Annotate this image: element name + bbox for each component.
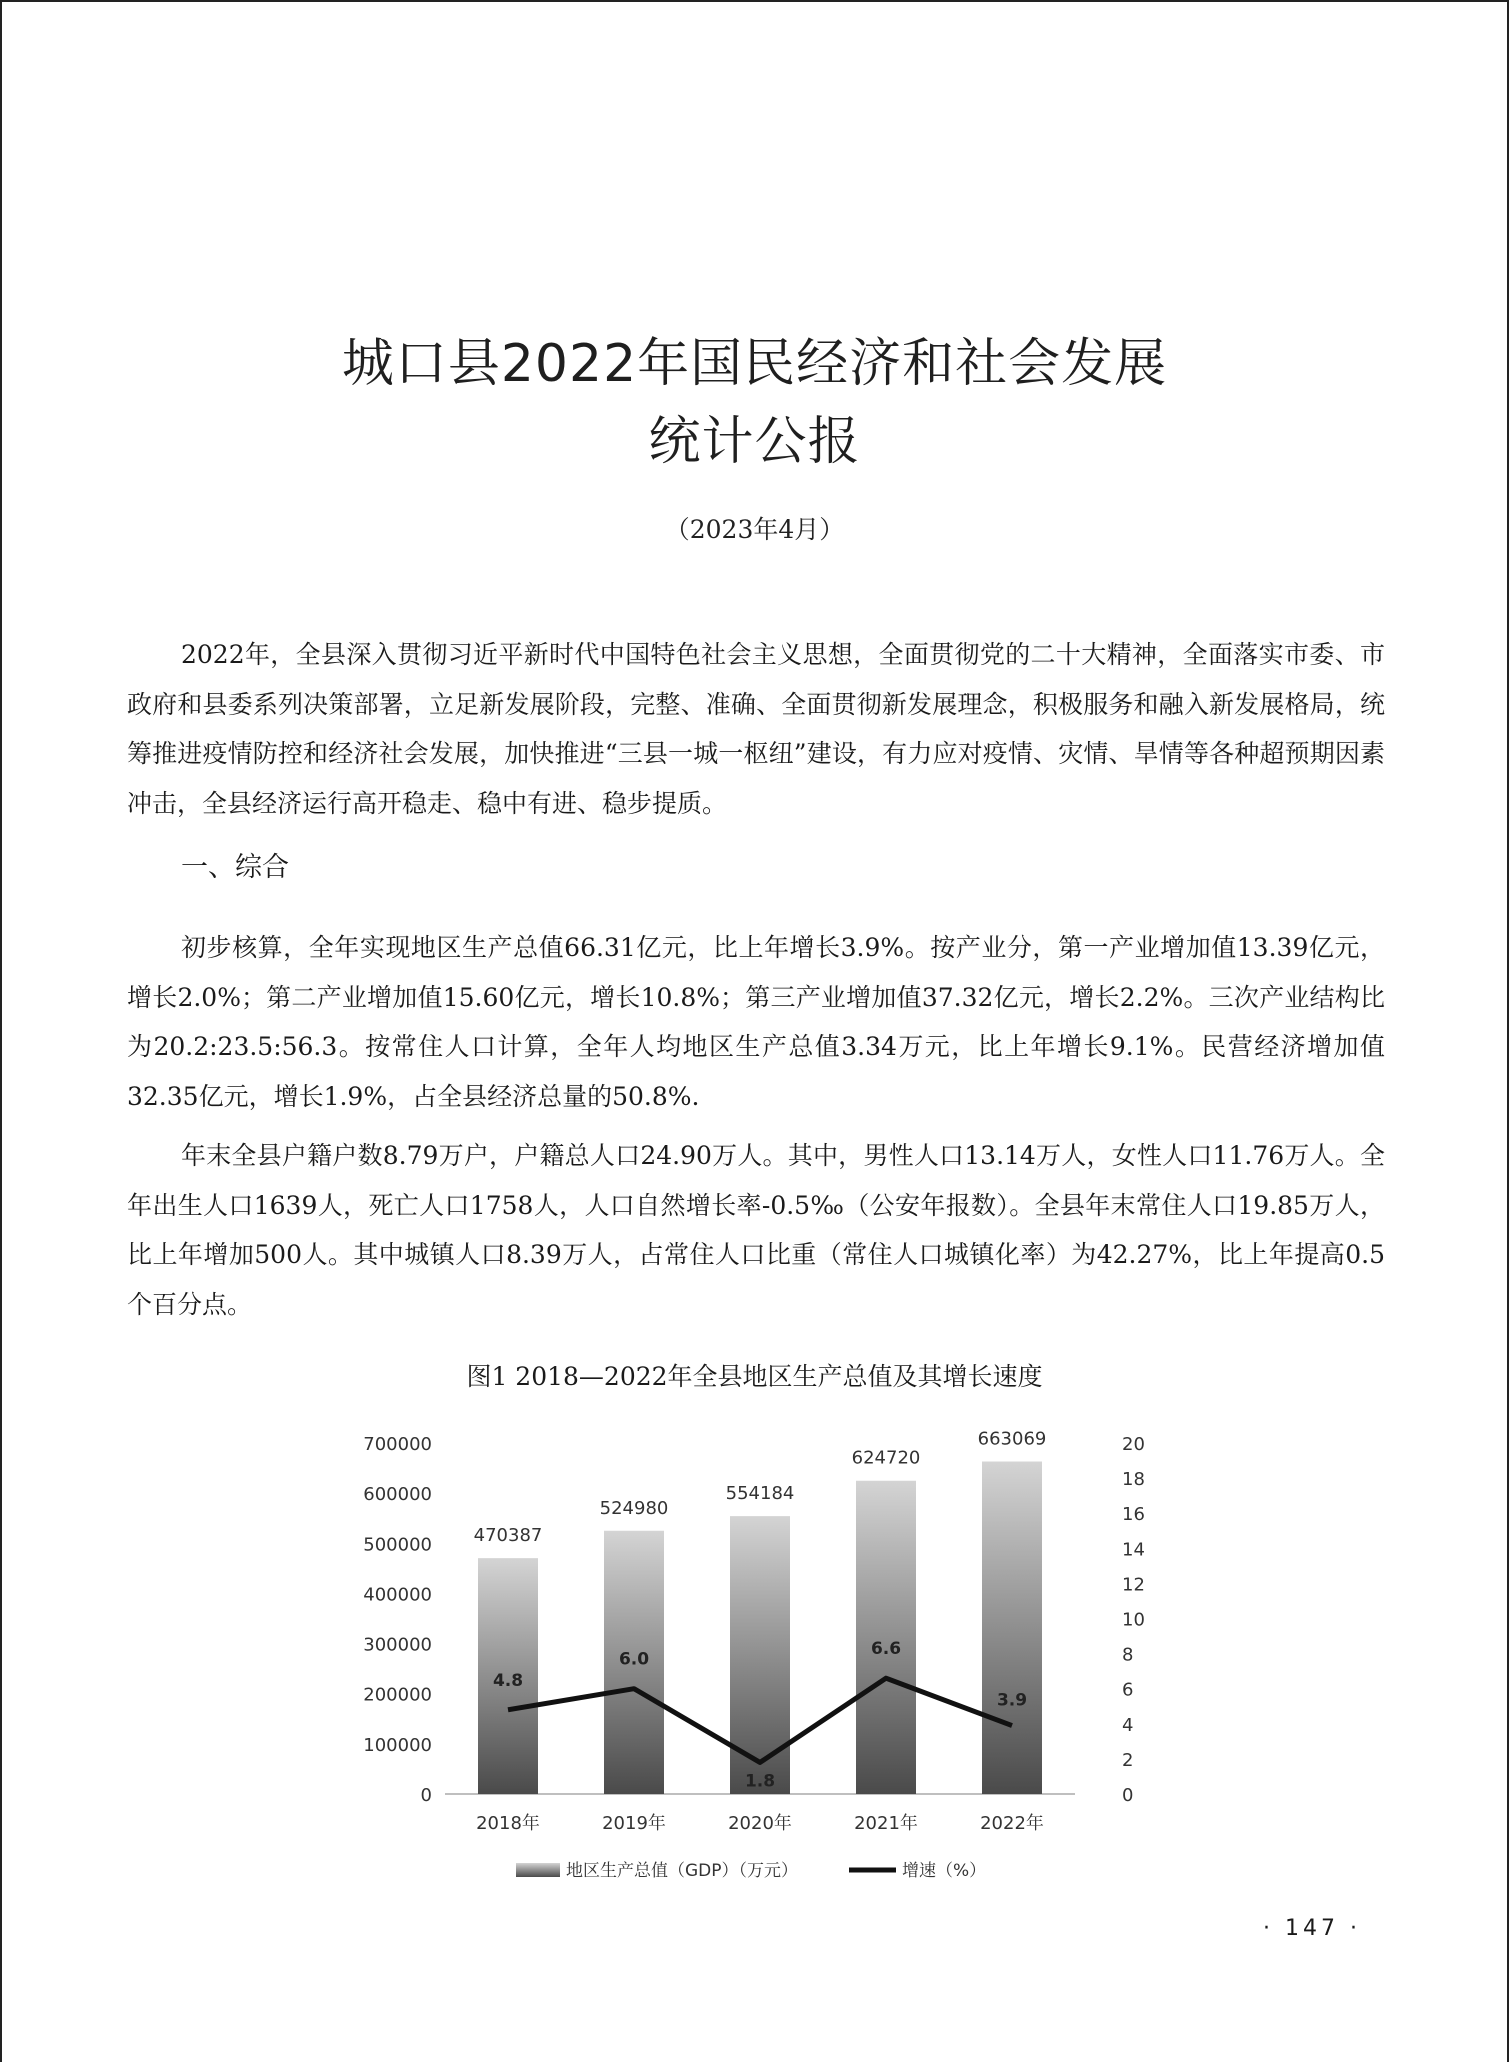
gdp-bar bbox=[982, 1462, 1042, 1794]
section-heading: 一、综合 bbox=[181, 852, 289, 883]
y-left-tick-label: 0 bbox=[420, 1785, 432, 1806]
y-left-tick-label: 300000 bbox=[363, 1634, 432, 1656]
gdp-paragraph: 初步核算，全年实现地区生产总值66.31亿元，比上年增长3.9%。按产业分，第一产业增加值13.39亿元，增长2.0%；第二产业增加值15.60亿元，增长10.8%；第三产业增加值37.32亿元，增长2.2%。三次产业结构比为20.2:23.5:56.3。按常住人口计算，全年人均地区生产总值3.34万元，比上年增长9.1%。民营经济增加值32.35亿元，增长1.9%，占全县经济总量的50.8%. bbox=[127, 933, 1385, 1111]
gdp-bar-label: 470387 bbox=[473, 1525, 543, 1547]
page-title-line1: 城口县2022年国民经济和社会发展 bbox=[341, 334, 1168, 394]
y-right-tick-label: 0 bbox=[1122, 1785, 1134, 1806]
x-tick-label: 2019年 bbox=[602, 1813, 666, 1834]
x-tick-label: 2018年 bbox=[476, 1813, 540, 1834]
y-left-tick-label: 200000 bbox=[363, 1684, 432, 1706]
population-paragraph: 年末全县户籍户数8.79万户，户籍总人口24.90万人。其中，男性人口13.14万人，女性人口11.76万人。全年出生人口1639人，死亡人口1758人，人口自然增长率-0.5‰（公安年报数）。全县年末常住人口19.85万人，比上年增加500人。其中城镇人口8.39万人，占常住人口比重（常住人口城镇化率）为42.27%，比上年提高0.5个百分点。 bbox=[127, 1141, 1385, 1319]
growth-rate-label: 3.9 bbox=[996, 1690, 1028, 1711]
y-left-tick-label: 400000 bbox=[363, 1584, 432, 1606]
legend-gdp-swatch bbox=[516, 1863, 560, 1877]
y-left-tick-label: 600000 bbox=[363, 1484, 432, 1506]
x-tick-label: 2020年 bbox=[728, 1813, 792, 1834]
growth-rate-label: 1.8 bbox=[744, 1771, 776, 1792]
y-right-tick-label: 14 bbox=[1122, 1539, 1145, 1561]
intro-paragraph: 2022年，全县深入贯彻习近平新时代中国特色社会主义思想，全面贯彻党的二十大精神，全面落实市委、市政府和县委系列决策部署，立足新发展阶段，完整、准确、全面贯彻新发展理念，积极服务和融入新发展格局，统筹推进疫情防控和经济社会发展，加快推进“三县一城一枢纽”建设，有力应对疫情、灾情、旱情等各种超预期因素冲击，全县经济运行高开稳走、稳中有进、稳步提质。 bbox=[127, 640, 1385, 818]
y-right-tick-label: 20 bbox=[1122, 1434, 1145, 1455]
y-right-tick-label: 6 bbox=[1122, 1679, 1134, 1701]
publication-date: （2023年4月） bbox=[664, 515, 845, 544]
x-tick-label: 2021年 bbox=[854, 1813, 918, 1834]
growth-rate-label: 4.8 bbox=[492, 1670, 524, 1691]
y-right-tick-label: 8 bbox=[1122, 1644, 1134, 1666]
gdp-bar-label: 624720 bbox=[851, 1447, 921, 1469]
y-right-tick-label: 16 bbox=[1122, 1504, 1145, 1526]
y-right-tick-label: 12 bbox=[1122, 1574, 1145, 1596]
legend-growth-label: 增速（%） bbox=[902, 1861, 987, 1881]
y-left-tick-label: 100000 bbox=[363, 1734, 432, 1756]
gdp-bar-label: 524980 bbox=[599, 1497, 669, 1519]
page-border-top bbox=[0, 0, 1509, 2]
y-right-tick-label: 4 bbox=[1122, 1714, 1134, 1736]
y-right-tick-label: 18 bbox=[1122, 1469, 1145, 1491]
gdp-bar bbox=[856, 1481, 916, 1794]
gdp-chart bbox=[340, 1415, 1170, 1895]
gdp-bar-label: 663069 bbox=[977, 1428, 1047, 1450]
y-left-tick-label: 700000 bbox=[363, 1434, 432, 1455]
growth-rate-label: 6.0 bbox=[618, 1649, 650, 1670]
y-right-tick-label: 2 bbox=[1122, 1749, 1134, 1771]
legend-gdp-label: 地区生产总值（GDP）（万元） bbox=[566, 1861, 799, 1881]
gdp-bar-label: 554184 bbox=[725, 1483, 795, 1505]
y-left-tick-label: 500000 bbox=[363, 1534, 432, 1556]
y-right-tick-label: 10 bbox=[1122, 1609, 1145, 1631]
x-tick-label: 2022年 bbox=[980, 1813, 1044, 1834]
page-number: · 147 · bbox=[1263, 1916, 1361, 1941]
page-border-left bbox=[0, 0, 2, 2062]
figure-caption: 图1 2018—2022年全县地区生产总值及其增长速度 bbox=[466, 1362, 1043, 1391]
page-title-line2: 统计公报 bbox=[648, 412, 861, 472]
growth-rate-label: 6.6 bbox=[870, 1639, 902, 1660]
